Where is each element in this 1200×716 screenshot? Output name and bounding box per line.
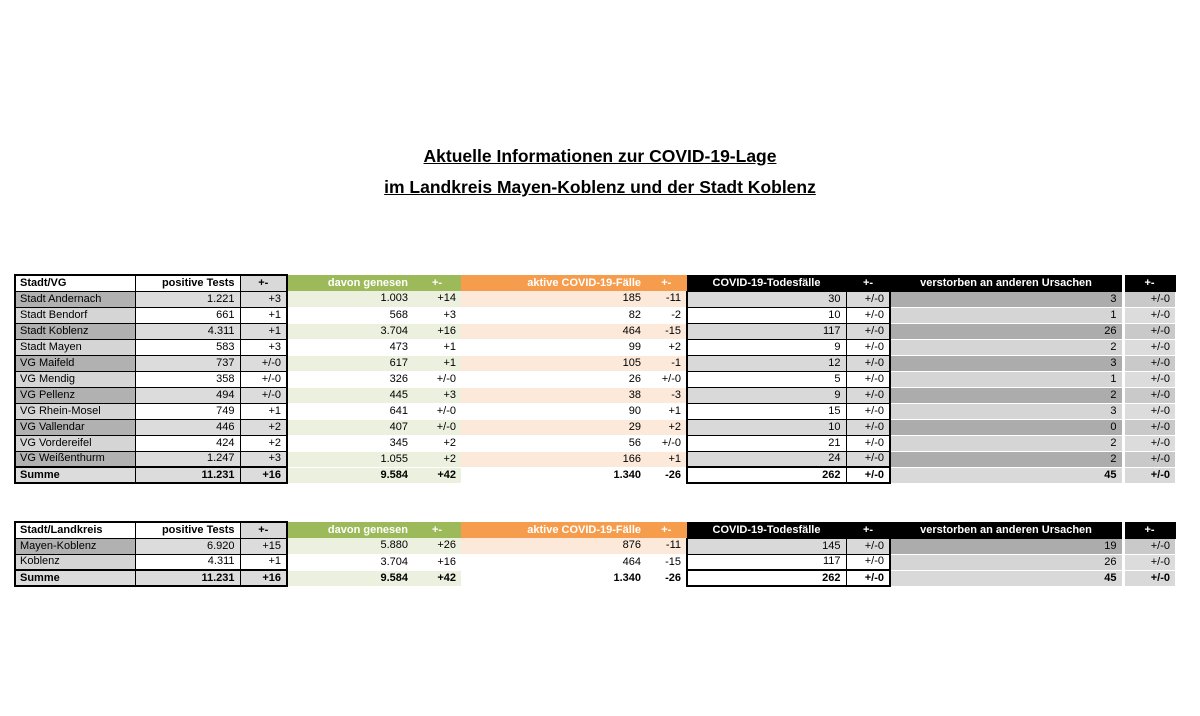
cell-gend: +2 xyxy=(413,451,461,467)
cell-ver: 26 xyxy=(890,554,1123,570)
cell-ver: 2 xyxy=(890,339,1123,355)
header-row xyxy=(15,522,1175,538)
col-header-delta: +- xyxy=(1123,522,1175,538)
cell-aktd: -15 xyxy=(646,323,687,339)
cell-ver: 3 xyxy=(890,291,1123,307)
table-stadt-vg xyxy=(14,274,1176,484)
cell-gend: +/-0 xyxy=(413,419,461,435)
cell-name: Koblenz xyxy=(15,554,135,570)
cell-gend: +/-0 xyxy=(413,403,461,419)
table-row xyxy=(15,371,1175,387)
col-header-region_table1: Stadt/VG xyxy=(15,275,135,291)
col-header-delta: +- xyxy=(413,522,461,538)
cell-pos: 6.920 xyxy=(135,538,240,554)
col-header-delta: +- xyxy=(846,522,890,538)
table-row xyxy=(15,307,1175,323)
cell-aktd: +/-0 xyxy=(646,435,687,451)
cell-pos: 749 xyxy=(135,403,240,419)
cell-aktd: -15 xyxy=(646,554,687,570)
cell-ver: 26 xyxy=(890,323,1123,339)
cell-pos: 583 xyxy=(135,339,240,355)
col-header-recovered: davon genesen xyxy=(287,522,413,538)
cell-pos: 11.231 xyxy=(135,467,240,483)
cell-name: Mayen-Koblenz xyxy=(15,538,135,554)
cell-gen: 345 xyxy=(287,435,413,451)
col-header-delta: +- xyxy=(646,275,687,291)
cell-ver: 2 xyxy=(890,435,1123,451)
cell-todd: +/-0 xyxy=(846,451,890,467)
cell-akt: 38 xyxy=(461,387,646,403)
cell-pos: 1.221 xyxy=(135,291,240,307)
cell-name: VG Mendig xyxy=(15,371,135,387)
cell-name: VG Vallendar xyxy=(15,419,135,435)
cell-gen: 445 xyxy=(287,387,413,403)
cell-name: VG Pellenz xyxy=(15,387,135,403)
cell-gend: +16 xyxy=(413,323,461,339)
cell-aktd: -26 xyxy=(646,467,687,483)
page-title-line2: im Landkreis Mayen-Koblenz und der Stadt Koblenz xyxy=(384,177,816,197)
cell-name: Stadt Mayen xyxy=(15,339,135,355)
cell-posd: +/-0 xyxy=(240,387,287,403)
cell-posd: +16 xyxy=(240,467,287,483)
cell-pos: 11.231 xyxy=(135,570,240,586)
table-row xyxy=(15,339,1175,355)
cell-ver: 45 xyxy=(890,570,1123,586)
cell-posd: +1 xyxy=(240,403,287,419)
col-header-other_deaths: verstorben an anderen Ursachen xyxy=(890,275,1123,291)
cell-todd: +/-0 xyxy=(846,291,890,307)
cell-aktd: -3 xyxy=(646,387,687,403)
cell-gen: 9.584 xyxy=(287,570,413,586)
cell-posd: +/-0 xyxy=(240,355,287,371)
cell-gend: +3 xyxy=(413,387,461,403)
cell-akt: 29 xyxy=(461,419,646,435)
cell-aktd: +2 xyxy=(646,419,687,435)
cell-todd: +/-0 xyxy=(846,554,890,570)
cell-gend: +1 xyxy=(413,339,461,355)
cell-pos: 1.247 xyxy=(135,451,240,467)
cell-name: Stadt Andernach xyxy=(15,291,135,307)
cell-verd: +/-0 xyxy=(1123,467,1175,483)
cell-verd: +/-0 xyxy=(1123,570,1175,586)
cell-gend: +42 xyxy=(413,467,461,483)
cell-verd: +/-0 xyxy=(1123,451,1175,467)
table-row xyxy=(15,291,1175,307)
cell-posd: +/-0 xyxy=(240,371,287,387)
cell-verd: +/-0 xyxy=(1123,387,1175,403)
cell-verd: +/-0 xyxy=(1123,371,1175,387)
cell-akt: 1.340 xyxy=(461,570,646,586)
cell-tod: 15 xyxy=(687,403,846,419)
cell-verd: +/-0 xyxy=(1123,307,1175,323)
table-row xyxy=(15,451,1175,467)
table-row xyxy=(15,435,1175,451)
cell-akt: 464 xyxy=(461,554,646,570)
cell-verd: +/-0 xyxy=(1123,355,1175,371)
cell-aktd: +/-0 xyxy=(646,371,687,387)
col-header-positive: positive Tests xyxy=(135,522,240,538)
total-row xyxy=(15,467,1175,483)
cell-gen: 1.055 xyxy=(287,451,413,467)
cell-name: VG Vordereifel xyxy=(15,435,135,451)
cell-gend: +3 xyxy=(413,307,461,323)
cell-todd: +/-0 xyxy=(846,307,890,323)
cell-verd: +/-0 xyxy=(1123,403,1175,419)
cell-tod: 21 xyxy=(687,435,846,451)
cell-aktd: +1 xyxy=(646,403,687,419)
cell-aktd: +2 xyxy=(646,339,687,355)
cell-posd: +15 xyxy=(240,538,287,554)
col-header-delta: +- xyxy=(646,522,687,538)
cell-todd: +/-0 xyxy=(846,403,890,419)
col-header-positive: positive Tests xyxy=(135,275,240,291)
cell-pos: 494 xyxy=(135,387,240,403)
cell-tod: 5 xyxy=(687,371,846,387)
col-header-recovered: davon genesen xyxy=(287,275,413,291)
cell-pos: 358 xyxy=(135,371,240,387)
cell-gen: 5.880 xyxy=(287,538,413,554)
cell-akt: 464 xyxy=(461,323,646,339)
col-header-delta: +- xyxy=(240,275,287,291)
cell-todd: +/-0 xyxy=(846,435,890,451)
cell-ver: 45 xyxy=(890,467,1123,483)
cell-gen: 9.584 xyxy=(287,467,413,483)
cell-posd: +3 xyxy=(240,339,287,355)
table-row xyxy=(15,538,1175,554)
cell-gend: +14 xyxy=(413,291,461,307)
cell-ver: 19 xyxy=(890,538,1123,554)
cell-gend: +26 xyxy=(413,538,461,554)
table-row xyxy=(15,554,1175,570)
cell-akt: 185 xyxy=(461,291,646,307)
cell-tod: 30 xyxy=(687,291,846,307)
cell-verd: +/-0 xyxy=(1123,291,1175,307)
cell-pos: 737 xyxy=(135,355,240,371)
cell-gen: 568 xyxy=(287,307,413,323)
cell-ver: 0 xyxy=(890,419,1123,435)
cell-verd: +/-0 xyxy=(1123,538,1175,554)
col-header-active: aktive COVID-19-Fälle xyxy=(461,522,646,538)
cell-gend: +/-0 xyxy=(413,371,461,387)
cell-verd: +/-0 xyxy=(1123,554,1175,570)
cell-akt: 26 xyxy=(461,371,646,387)
cell-tod: 9 xyxy=(687,339,846,355)
cell-ver: 2 xyxy=(890,387,1123,403)
cell-tod: 10 xyxy=(687,419,846,435)
col-header-region_table2: Stadt/Landkreis xyxy=(15,522,135,538)
col-header-active: aktive COVID-19-Fälle xyxy=(461,275,646,291)
cell-verd: +/-0 xyxy=(1123,323,1175,339)
table-row xyxy=(15,323,1175,339)
cell-tod: 262 xyxy=(687,570,846,586)
cell-gen: 1.003 xyxy=(287,291,413,307)
col-header-delta: +- xyxy=(1123,275,1175,291)
table-row xyxy=(15,355,1175,371)
cell-tod: 12 xyxy=(687,355,846,371)
cell-name: Stadt Koblenz xyxy=(15,323,135,339)
cell-akt: 99 xyxy=(461,339,646,355)
cell-akt: 90 xyxy=(461,403,646,419)
col-header-delta: +- xyxy=(240,522,287,538)
cell-verd: +/-0 xyxy=(1123,419,1175,435)
cell-ver: 1 xyxy=(890,307,1123,323)
cell-pos: 4.311 xyxy=(135,323,240,339)
cell-todd: +/-0 xyxy=(846,538,890,554)
cell-gen: 3.704 xyxy=(287,323,413,339)
cell-ver: 2 xyxy=(890,451,1123,467)
cell-aktd: -26 xyxy=(646,570,687,586)
cell-aktd: -11 xyxy=(646,538,687,554)
col-header-delta: +- xyxy=(846,275,890,291)
cell-pos: 446 xyxy=(135,419,240,435)
cell-name: Summe xyxy=(15,570,135,586)
cell-ver: 3 xyxy=(890,403,1123,419)
total-row xyxy=(15,570,1175,586)
cell-posd: +16 xyxy=(240,570,287,586)
cell-gen: 641 xyxy=(287,403,413,419)
page-title-line1: Aktuelle Informationen zur COVID-19-Lage xyxy=(423,146,777,166)
cell-posd: +3 xyxy=(240,451,287,467)
cell-todd: +/-0 xyxy=(846,339,890,355)
cell-pos: 661 xyxy=(135,307,240,323)
cell-pos: 424 xyxy=(135,435,240,451)
cell-tod: 117 xyxy=(687,323,846,339)
cell-gend: +2 xyxy=(413,435,461,451)
cell-gend: +42 xyxy=(413,570,461,586)
cell-todd: +/-0 xyxy=(846,570,890,586)
cell-gend: +16 xyxy=(413,554,461,570)
cell-aktd: +1 xyxy=(646,451,687,467)
cell-aktd: -1 xyxy=(646,355,687,371)
col-header-delta: +- xyxy=(413,275,461,291)
table-row xyxy=(15,403,1175,419)
header-row xyxy=(15,275,1175,291)
cell-posd: +2 xyxy=(240,435,287,451)
cell-todd: +/-0 xyxy=(846,467,890,483)
cell-gen: 617 xyxy=(287,355,413,371)
cell-gen: 407 xyxy=(287,419,413,435)
cell-todd: +/-0 xyxy=(846,355,890,371)
col-header-deaths: COVID-19-Todesfälle xyxy=(687,275,846,291)
cell-gend: +1 xyxy=(413,355,461,371)
cell-aktd: -2 xyxy=(646,307,687,323)
cell-posd: +2 xyxy=(240,419,287,435)
cell-tod: 24 xyxy=(687,451,846,467)
page-title xyxy=(0,141,1200,203)
cell-gen: 326 xyxy=(287,371,413,387)
cell-name: VG Weißenthurm xyxy=(15,451,135,467)
cell-pos: 4.311 xyxy=(135,554,240,570)
cell-akt: 1.340 xyxy=(461,467,646,483)
cell-name: Summe xyxy=(15,467,135,483)
cell-todd: +/-0 xyxy=(846,419,890,435)
cell-verd: +/-0 xyxy=(1123,339,1175,355)
cell-tod: 10 xyxy=(687,307,846,323)
cell-gen: 473 xyxy=(287,339,413,355)
col-header-deaths: COVID-19-Todesfälle xyxy=(687,522,846,538)
cell-gen: 3.704 xyxy=(287,554,413,570)
cell-akt: 166 xyxy=(461,451,646,467)
cell-name: Stadt Bendorf xyxy=(15,307,135,323)
table-row xyxy=(15,419,1175,435)
cell-todd: +/-0 xyxy=(846,387,890,403)
cell-name: VG Maifeld xyxy=(15,355,135,371)
cell-verd: +/-0 xyxy=(1123,435,1175,451)
cell-name: VG Rhein-Mosel xyxy=(15,403,135,419)
table-stadt-landkreis xyxy=(14,521,1176,587)
cell-tod: 9 xyxy=(687,387,846,403)
col-header-other_deaths: verstorben an anderen Ursachen xyxy=(890,522,1123,538)
table-row xyxy=(15,387,1175,403)
cell-aktd: -11 xyxy=(646,291,687,307)
cell-akt: 105 xyxy=(461,355,646,371)
cell-todd: +/-0 xyxy=(846,371,890,387)
cell-posd: +1 xyxy=(240,307,287,323)
cell-tod: 145 xyxy=(687,538,846,554)
cell-akt: 82 xyxy=(461,307,646,323)
cell-posd: +1 xyxy=(240,323,287,339)
cell-akt: 56 xyxy=(461,435,646,451)
cell-todd: +/-0 xyxy=(846,323,890,339)
cell-tod: 117 xyxy=(687,554,846,570)
cell-posd: +3 xyxy=(240,291,287,307)
cell-akt: 876 xyxy=(461,538,646,554)
cell-ver: 1 xyxy=(890,371,1123,387)
cell-tod: 262 xyxy=(687,467,846,483)
cell-posd: +1 xyxy=(240,554,287,570)
cell-ver: 3 xyxy=(890,355,1123,371)
